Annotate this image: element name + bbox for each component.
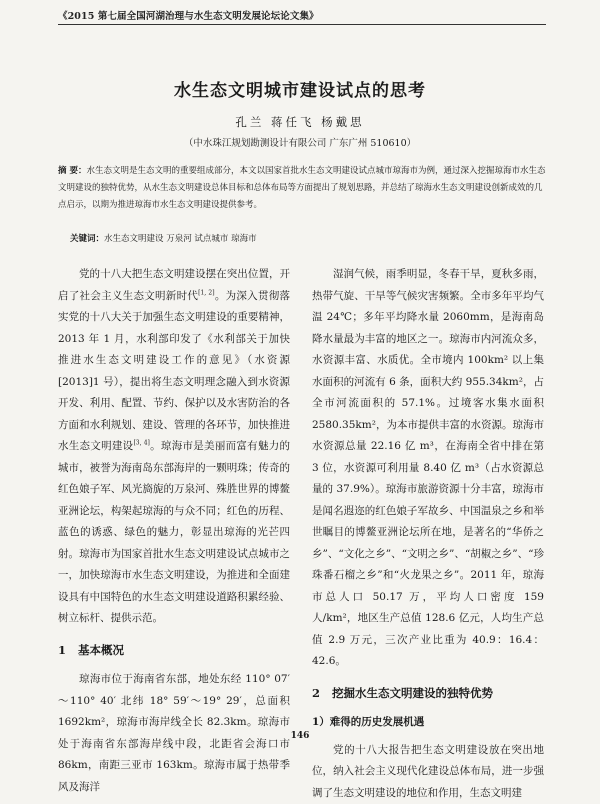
subsection-1-heading: 1）难得的历史发展机遇 (312, 712, 544, 734)
running-head: 《2015 第七届全国河湖治理与水生态文明发展论坛论文集》 (58, 8, 558, 22)
citation-3-4: [3, 4] (133, 440, 149, 447)
overview-continued-paragraph: 湿润气候，雨季明显，冬春干旱，夏秋多雨，热带气旋、干旱等气候灾害频繁。全市多年平均气温 24℃；多年平均降水量 2060mm，是海南岛降水量最为丰富的地区之一。琼海市内河流众多，水资源丰富、水质优。全市境内 100km² 以上集水面积的河流有 6 条，面积大约 955.34km²，占全市河流面积的 57.1%。过境客水集水面积 2580.35km²，为本市提供丰富的水资源。琼海市水资源总量 22.16 亿 m³，在海南全省中排在第 3 位，水资源可利用量 8.40 亿 m³（占水资源总量的 37.9%）。琼海市旅游资源十分丰富，琼海市是闻名遐迩的红色娘子军故乡、中国温泉之乡和举世瞩目的博鳌亚洲论坛所在地，是著名的“华侨之乡”、“文化之乡”、“文明之乡”、“胡椒之乡”、“珍珠番石榴之乡”和“火龙果之乡”。2011 年，琼海市总人口 50.17 万，平均人口密度 159 人/km²，地区生产总值 128.6 亿元，人均生产总值 2.9 万元，三次产业比重为 40.9：16.4：42.6。 (312, 264, 544, 673)
paper-affiliation: （中水珠江规划勘测设计有限公司 广东广州 510610） (0, 135, 600, 149)
section-1-heading (58, 640, 290, 662)
header-rule (58, 24, 546, 25)
right-column (312, 264, 544, 804)
abstract (58, 163, 546, 214)
section-2-number: 2 (312, 686, 320, 700)
keywords-label: 关键词： (70, 234, 104, 244)
section-1-title: 基本概况 (78, 643, 124, 657)
abstract-label: 摘 要： (58, 166, 86, 176)
section-2-heading (312, 683, 544, 705)
intro-text-c: 。琼海市是美丽而富有魅力的城市，被誉为海南岛东部海岸的一颗明珠；传奇的红色娘子军、风光旖旎的万泉河、殊胜世界的博鳌亚洲论坛，构架起琼海的与众不同；红色的历程、蓝色的诱惑、绿色的魅力，彰显出琼海的光芒四射。琼海市为国家首批水生态文明建设试点城市之一，加快琼海市水生态文明建设，为推进和全面建设具有中国特色的水生态文明建设道路积累经验、树立标杆、提供示范。 (58, 440, 290, 624)
paper-title: 水生态文明城市建设试点的思考 (0, 76, 600, 101)
abstract-text: 水生态文明是生态文明的重要组成部分，本文以国家首批水生态文明建设试点城市琼海市为例，通过深入挖掘琼海市水生态文明建设的独特优势，从水生态文明建设总体目标和总体布局等方面提出了规划思路，并总结了琼海水生态文明建设创新成效的几点启示，以期为推进琼海市水生态文明建设提供参考。 (58, 166, 545, 210)
paper-authors: 孔兰 蒋任飞 杨戴思 (0, 114, 600, 130)
citation-1-2: [1, 2] (198, 289, 214, 296)
intro-text-b: 。为深入贯彻落实党的十八大关于加强生态文明建设的重要精神，2013 年 1 月，水利部印发了《水利部关于加快推进水生态文明建设工作的意见》（水资源[2013]1 号），提出将生态文明理念融入到水资源开发、利用、配置、节约、保护以及水害防治的各方面和水利规划、建设、管理的各环节，加快推进水生态文明建设 (58, 290, 290, 453)
intro-text-a: 党的十八大把生态文明建设摆在突出位置，开启了社会主义生态文明新时代 (58, 268, 290, 302)
intro-paragraph (58, 264, 290, 630)
section-1-number: 1 (58, 643, 66, 657)
keywords-text: 水生态文明建设 万泉河 试点城市 琼海市 (104, 234, 257, 244)
page-number: 146 (0, 731, 600, 741)
overview-paragraph: 琼海市位于海南省东部，地处东经 110° 07′～110° 40′ 北纬 18° 59′～19° 29′，总面积 1692km²，琼海市海岸线全长 82.3km。琼海市处于海南省东部海岸线中段，北距省会海口市 86km，南距三亚市 163km。琼海市属于热带季风及海洋 (58, 669, 290, 798)
keywords (70, 232, 546, 244)
section-2-title: 挖掘水生态文明建设的独特优势 (332, 686, 493, 700)
opportunity-paragraph: 党的十八大报告把生态文明建设放在突出地位，纳入社会主义现代化建设总体布局，进一步强调了生态文明建设的地位和作用，生态文明建 (312, 740, 544, 804)
left-column (58, 264, 290, 798)
